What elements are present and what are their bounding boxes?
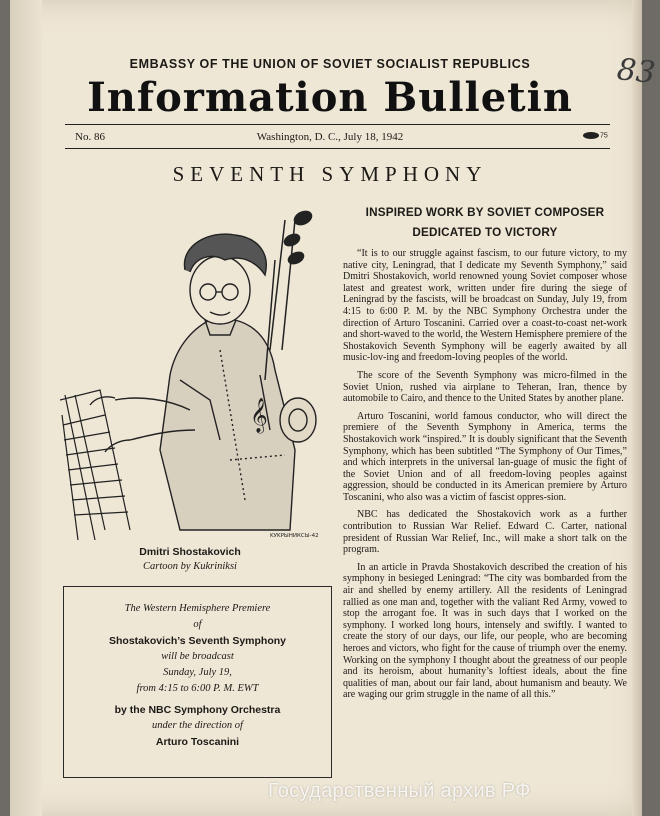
musical-notes-icon xyxy=(265,209,314,380)
treble-clef-icon: 𝄞 xyxy=(250,399,268,432)
article-paragraph: Arturo Toscanini, world famous conductor, who will direct the premiere of the Seventh Symphony in America, terms the Shostakovich work “inspired.” It is doubly significant that the Seventh Symphony, which has been subtitled “The Symphony of Our Times,” and which interprets in the universal lan-guage of music the fight of the Soviet Union and of all freedom-loving peoples against aggression, should be conducted in its American premiere by Arturo Toscanini, who also was a victim of fascist oppres-sion. xyxy=(343,410,627,503)
article-headline-2: DEDICATED TO VICTORY xyxy=(412,226,558,239)
issue-number: No. 86 xyxy=(75,131,105,143)
union-label-text: 75 xyxy=(600,132,608,140)
notice-line-9: Arturo Toscanini xyxy=(155,736,240,748)
page-binding xyxy=(10,0,42,816)
cartoon-signature: KУKPЫНИКСЫ-42 xyxy=(270,533,319,539)
cartoon-caption-name: Dmitri Shostakovich xyxy=(139,546,241,558)
notice-line-6: from 4:15 to 6:00 P. M. EWT xyxy=(136,683,259,694)
article-paragraph: NBC has dedicated the Shostakovich work as a further contribution to Russian War Relief. Edward C. Carter, national president of Russian War Relief, Inc., will make a short talk on the program. xyxy=(343,509,627,556)
article-paragraph: “It is to our struggle against fascism, to our future victory, to my native city, Leningrad, that I dedicate my Seventh Symphony,” said Dmitri Shostakovich, world renowned young Soviet composer whose latest and greatest work, written under fire during the siege of Leningrad by the fascists, will be broadcast on Sunday, July 19, from 4:15 to 6:00 P. M. by the NBC Symphony Orchestra under the direction of Arturo Toscanini. Carried over a coast-to-coast net-work and short-waved to the world, the Western Hemisphere premiere of the Shostakovich Seventh Symphony will be eagerly awaited by all music-lov-ing and freedom-loving peoples of the world. xyxy=(343,248,627,364)
embassy-line: EMBASSY OF THE UNION OF SOVIET SOCIALIST REPUBLICS xyxy=(129,57,531,71)
masthead-rule-bottom xyxy=(65,148,610,149)
masthead-rule-top xyxy=(65,124,610,125)
article-title: SEVENTH SYMPHONY xyxy=(172,162,488,186)
notice-line-5: Sunday, July 19, xyxy=(163,667,232,678)
notice-line-1: The Western Hemisphere Premiere xyxy=(124,603,271,614)
notice-line-7: by the NBC Symphony Orchestra xyxy=(114,704,281,716)
handwritten-page-number: 83 xyxy=(615,52,657,91)
page-edge xyxy=(632,0,642,816)
article-headline-1: INSPIRED WORK BY SOVIET COMPOSER xyxy=(365,206,605,219)
article-paragraph: The score of the Seventh Symphony was micro-filmed in the Soviet Union, rushed via airplane to Teheran, Iran, thence by automobile to Cairo, and thence to the United States by another plane. xyxy=(343,369,627,405)
piano-keyboard-icon xyxy=(60,390,130,540)
notice-line-3: Shostakovich’s Seventh Symphony xyxy=(109,635,286,647)
union-label-oval-icon xyxy=(583,132,599,139)
article-paragraph: In an article in Pravda Shostakovich described the creation of his symphony in besieged Leningrad: “The city was bombarded from the air and shelled by enemy artillery. All the residents of Leningrad rallied as one man and, together with the valiant Red Army, vowed to stop the arrogant foe. It was in such days that I worked on the symphony. I worked long hours, intensely and swiftly. I wanted to create the story of our days, our life, our people, who are becoming heroes and victors, who fight for the cause of triumph over the enemy. Working on the symphony I thought about the greatness of our people and its heroism, about humanity’s loftiest ideals, about the fine qualities of man, about our fair land, about humanism and beauty. We are waging our grim struggle in the name of all this.” xyxy=(343,561,627,701)
cartoon-caption-credit: Cartoon by Kukriniksi xyxy=(143,561,237,572)
broadcast-notice-box xyxy=(63,586,332,778)
notice-line-8: under the direction of xyxy=(152,720,243,731)
notice-line-4: will be broadcast xyxy=(161,651,234,662)
archive-watermark: Государственный архив РФ xyxy=(268,780,531,802)
horn-icon xyxy=(280,398,316,442)
shostakovich-cartoon xyxy=(60,200,320,540)
masthead-title: Information Bulletin xyxy=(87,74,573,121)
article-column xyxy=(343,203,627,707)
notice-line-2: of xyxy=(193,619,202,630)
union-label xyxy=(583,132,608,139)
dateline: Washington, D. C., July 18, 1942 xyxy=(256,131,404,143)
